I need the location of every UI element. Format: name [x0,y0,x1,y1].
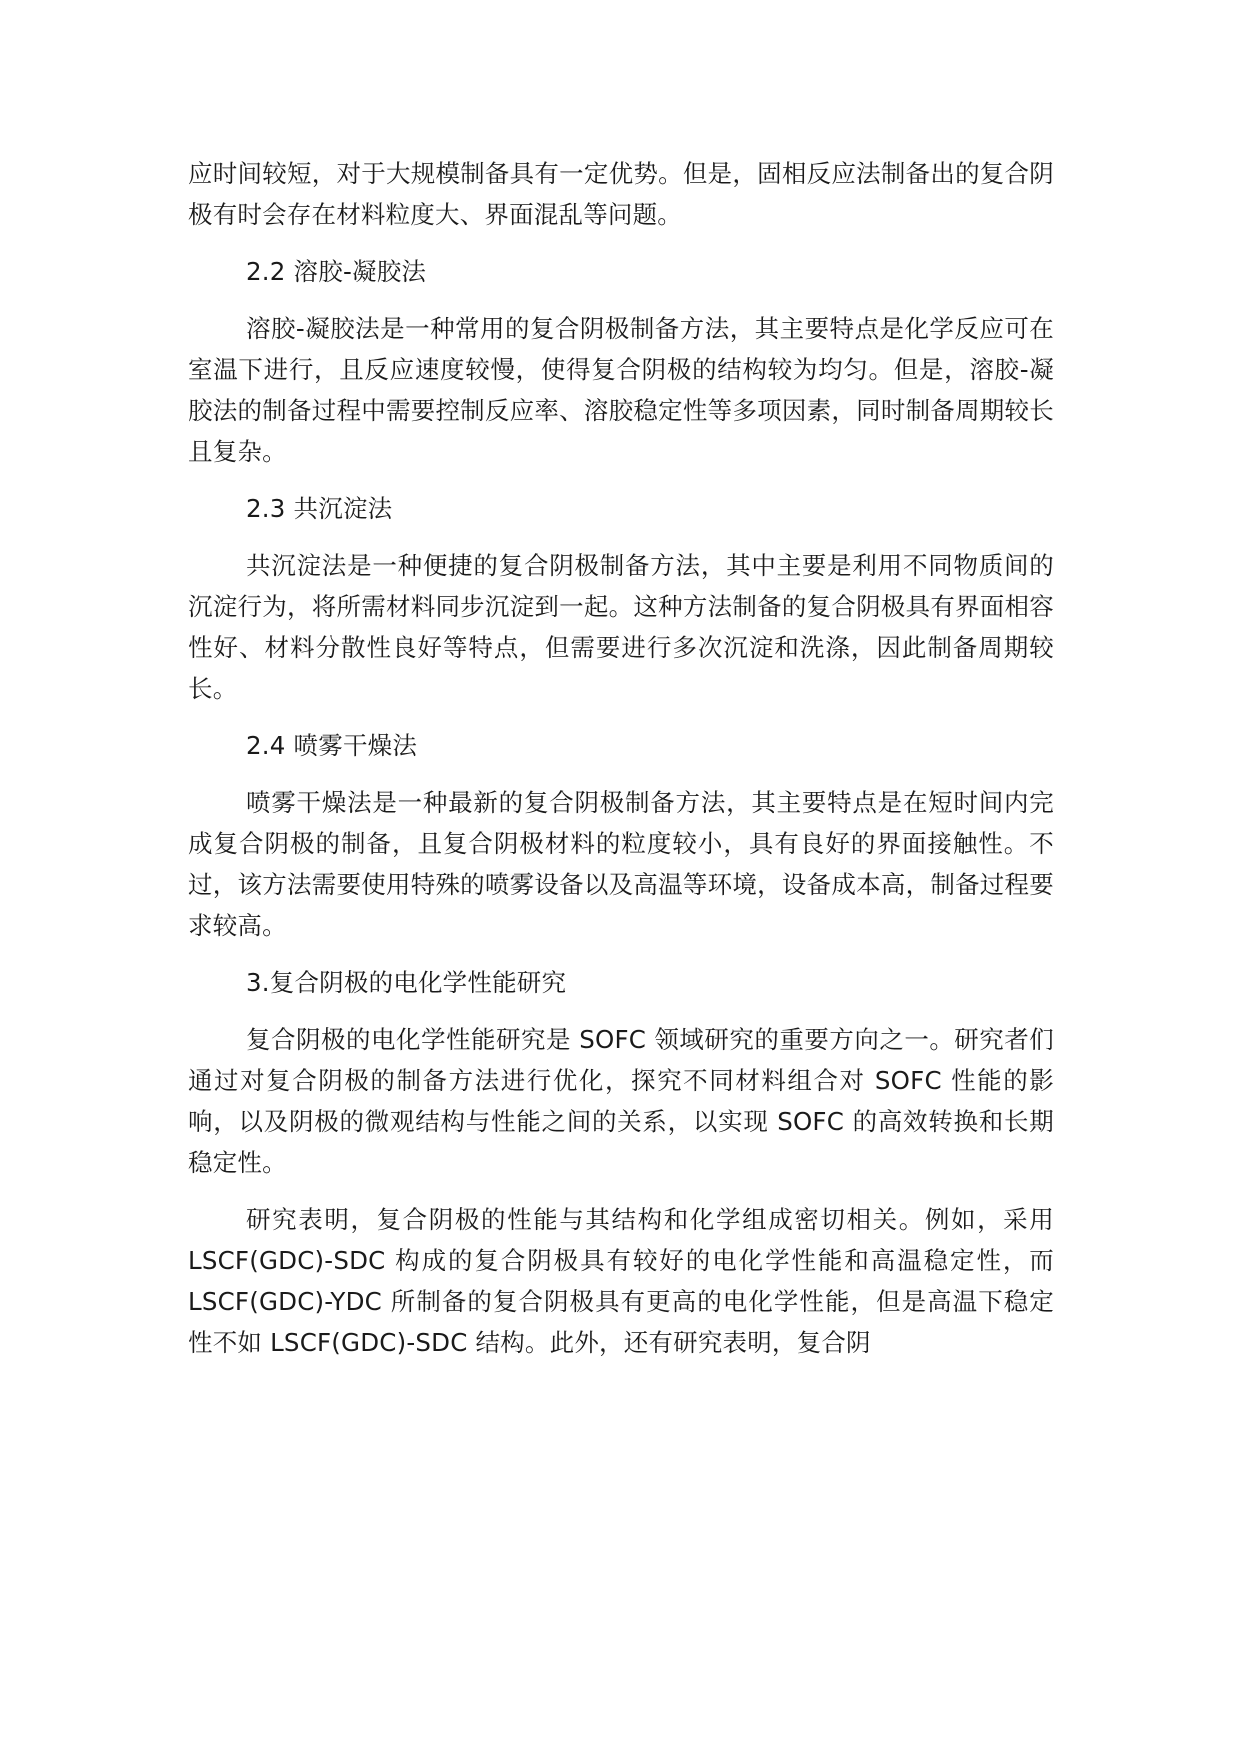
section-heading-2-4: 2.4 喷雾干燥法 [246,731,418,760]
section-heading-2-3: 2.3 共沉淀法 [246,494,393,523]
paragraph-sol-gel: 溶胶-凝胶法是一种常用的复合阴极制备方法，其主要特点是化学反应可在室温下进行，且反应速度较慢，使得复合阴极的结构较为均匀。但是，溶胶-凝胶法的制备过程中需要控制反应率、溶胶稳定性等多项因素，同时制备周期较长且复杂。 [188,314,1054,466]
paragraph-coprecipitation: 共沉淀法是一种便捷的复合阴极制备方法，其中主要是利用不同物质间的沉淀行为，将所需材料同步沉淀到一起。这种方法制备的复合阴极具有界面相容性好、材料分散性良好等特点，但需要进行多次沉淀和洗涤，因此制备周期较长。 [188,551,1054,703]
section-heading-3: 3.复合阴极的电化学性能研究 [246,968,567,997]
section-heading-2-2: 2.2 溶胶-凝胶法 [246,257,427,286]
paragraph-continuation: 应时间较短，对于大规模制备具有一定优势。但是，固相反应法制备出的复合阴极有时会存在材料粒度大、界面混乱等问题。 [188,159,1054,229]
paragraph-spray-drying: 喷雾干燥法是一种最新的复合阴极制备方法，其主要特点是在短时间内完成复合阴极的制备，且复合阴极材料的粒度较小，具有良好的界面接触性。不过，该方法需要使用特殊的喷雾设备以及高温等环境，设备成本高，制备过程要求较高。 [188,788,1054,940]
paragraph-electrochemical-research: 复合阴极的电化学性能研究是 SOFC 领域研究的重要方向之一。研究者们通过对复合阴极的制备方法进行优化，探究不同材料组合对 SOFC 性能的影响，以及阴极的微观结构与性能之间的关系，以实现 SOFC 的高效转换和长期稳定性。 [188,1025,1054,1177]
document-body [188,153,1054,1379]
paragraph-research-findings: 研究表明，复合阴极的性能与其结构和化学组成密切相关。例如，采用 LSCF(GDC)-SDC 构成的复合阴极具有较好的电化学性能和高温稳定性，而 LSCF(GDC)-YDC 所制备的复合阴极具有更高的电化学性能，但是高温下稳定性不如 LSCF(GDC)-SDC 结构。此外，还有研究表明，复合阴 [188,1205,1054,1357]
